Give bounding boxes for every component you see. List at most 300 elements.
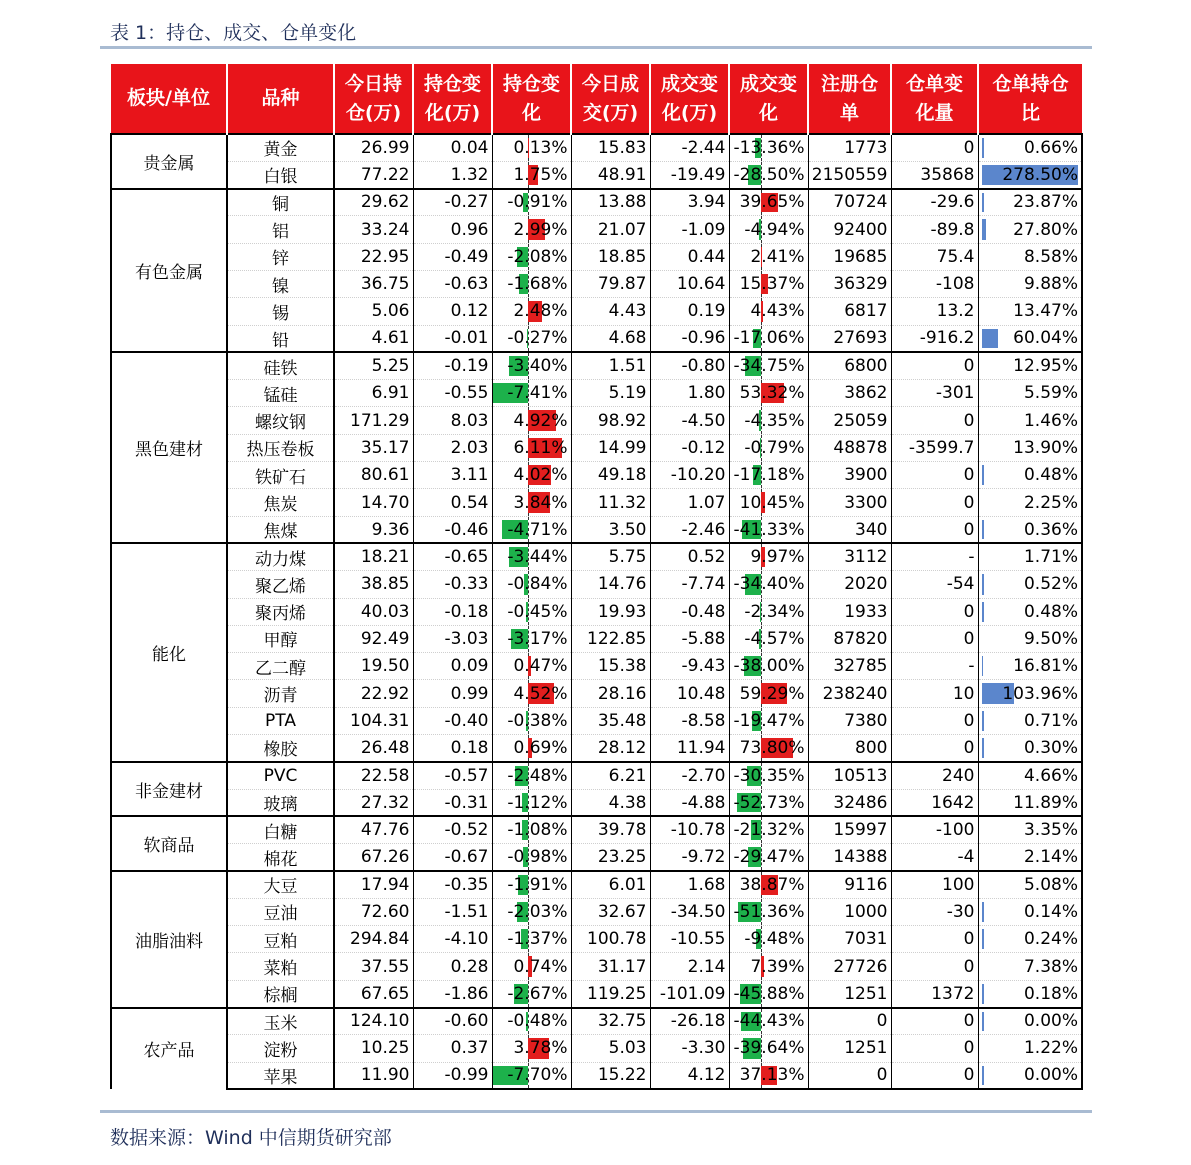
warrants-cell: 27726 [808, 953, 891, 980]
table-row [111, 707, 1082, 734]
pos-change-pct-value: 0.13% [513, 137, 568, 158]
oi-change-cell: -0.31 [413, 789, 492, 816]
warrant-ratio-value: 0.30% [1023, 737, 1078, 758]
vol-change-pct-value: -29.47% [733, 847, 805, 868]
vol-change-pct-value: 15.37% [739, 274, 805, 295]
pos-change-pct-cell [492, 489, 571, 516]
commodity-name: 螺纹钢 [227, 407, 334, 434]
header-label: 持仓变 [423, 72, 481, 95]
header-label: 仓单变 [905, 72, 963, 95]
header-cell [650, 64, 729, 134]
vol-change-pct-cell [729, 871, 808, 898]
oi-change-cell: -0.55 [413, 380, 492, 407]
warrant-ratio-cell [978, 325, 1082, 352]
volume-cell: 13.88 [571, 189, 650, 216]
vol-change-pct-value: -41.33% [733, 519, 805, 540]
warrants-cell: 1251 [808, 1035, 891, 1062]
warrant-change-cell: 100 [891, 871, 978, 898]
pos-change-pct-value: 4.92% [513, 410, 568, 431]
warrant-ratio-bar [982, 520, 984, 540]
warrant-change-cell: 0 [891, 1035, 978, 1062]
vol-change-pct-value: -4.35% [744, 410, 805, 431]
warrant-change-cell: -89.8 [891, 216, 978, 243]
vol-change-pct-value: -19.47% [733, 710, 805, 731]
warrant-change-cell: 0 [891, 625, 978, 652]
category-cell: 油脂油料 [111, 871, 227, 1007]
warrants-cell: 25059 [808, 407, 891, 434]
vol-change-pct-value: 4.43% [750, 301, 805, 322]
pos-change-pct-cell [492, 953, 571, 980]
header-label: 仓单持仓 [992, 72, 1069, 95]
table-row [111, 844, 1082, 871]
warrant-ratio-cell [978, 789, 1082, 816]
data-source: 数据来源：Wind 中信期货研究部 [110, 1127, 392, 1149]
oi-change-cell: 3.11 [413, 462, 492, 489]
warrants-cell: 1773 [808, 134, 891, 161]
warrant-ratio-bar [982, 929, 984, 949]
warrant-change-cell: 0 [891, 926, 978, 953]
pos-change-pct-cell [492, 926, 571, 953]
open-interest-cell: 72.60 [334, 898, 413, 925]
warrant-ratio-cell [978, 871, 1082, 898]
pos-change-pct-cell [492, 434, 571, 461]
oi-change-cell: 0.99 [413, 680, 492, 707]
vol-change-pct-value: -2.34% [744, 601, 805, 622]
vol-change-pct-cell [729, 380, 808, 407]
commodity-name: 黄金 [227, 134, 334, 161]
commodity-name: 铅 [227, 325, 334, 352]
table-row [111, 653, 1082, 680]
warrant-ratio-cell [978, 653, 1082, 680]
volume-cell: 98.92 [571, 407, 650, 434]
warrants-cell: 14388 [808, 844, 891, 871]
category-cell: 贵金属 [111, 134, 227, 189]
table-row [111, 1008, 1082, 1035]
pos-change-pct-cell [492, 789, 571, 816]
open-interest-cell: 38.85 [334, 571, 413, 598]
vol-change-pct-value: 39.65% [739, 192, 805, 213]
warrants-cell: 7380 [808, 707, 891, 734]
commodity-name: 铝 [227, 216, 334, 243]
pos-change-pct-value: -3.44% [507, 547, 568, 568]
volume-change-cell: 1.07 [650, 489, 729, 516]
volume-cell: 11.32 [571, 489, 650, 516]
vol-change-pct-value: 10.45% [739, 492, 805, 513]
commodity-name: 豆粕 [227, 926, 334, 953]
warrant-ratio-cell [978, 516, 1082, 543]
pos-change-pct-value: 3.78% [513, 1038, 568, 1059]
table-row [111, 462, 1082, 489]
table-row [111, 543, 1082, 570]
table-row [111, 489, 1082, 516]
pos-change-pct-value: -1.08% [507, 820, 568, 841]
warrant-ratio-cell [978, 216, 1082, 243]
volume-cell: 14.76 [571, 571, 650, 598]
vol-change-pct-cell [729, 653, 808, 680]
vol-change-pct-cell [729, 735, 808, 762]
open-interest-cell: 4.61 [334, 325, 413, 352]
header-row [111, 64, 1082, 134]
vol-change-pct-value: 53.32% [739, 383, 805, 404]
oi-change-cell: 2.03 [413, 434, 492, 461]
warrant-ratio-cell [978, 1008, 1082, 1035]
volume-change-cell: -0.96 [650, 325, 729, 352]
warrants-cell: 3900 [808, 462, 891, 489]
commodity-name: 聚丙烯 [227, 598, 334, 625]
pos-change-pct-cell [492, 707, 571, 734]
pos-change-pct-value: -0.98% [507, 847, 568, 868]
table-row [111, 243, 1082, 270]
vol-change-pct-cell [729, 953, 808, 980]
warrant-change-cell: 0 [891, 1008, 978, 1035]
warrant-ratio-cell [978, 571, 1082, 598]
oi-change-cell: 0.09 [413, 653, 492, 680]
volume-change-cell: -8.58 [650, 707, 729, 734]
commodity-name: PTA [227, 707, 334, 734]
header-cell [571, 64, 650, 134]
table-row [111, 680, 1082, 707]
warrant-change-cell: 240 [891, 762, 978, 789]
commodity-name: PVC [227, 762, 334, 789]
warrant-change-cell: 13.2 [891, 298, 978, 325]
open-interest-cell: 18.21 [334, 543, 413, 570]
volume-cell: 3.50 [571, 516, 650, 543]
vol-change-pct-value: -44.43% [733, 1011, 805, 1032]
pos-change-pct-cell [492, 871, 571, 898]
pos-change-pct-cell [492, 680, 571, 707]
volume-cell: 6.21 [571, 762, 650, 789]
pos-change-pct-value: -2.03% [507, 901, 568, 922]
volume-cell: 5.19 [571, 380, 650, 407]
vol-change-pct-value: -0.79% [744, 437, 805, 458]
volume-cell: 15.22 [571, 1062, 650, 1089]
open-interest-cell: 35.17 [334, 434, 413, 461]
table-row [111, 516, 1082, 543]
warrant-ratio-cell [978, 598, 1082, 625]
vol-change-pct-value: -34.40% [733, 574, 805, 595]
header-cell [729, 64, 808, 134]
table-row [111, 625, 1082, 652]
table-row [111, 216, 1082, 243]
open-interest-cell: 171.29 [334, 407, 413, 434]
warrants-cell: 0 [808, 1008, 891, 1035]
pos-change-pct-value: -2.08% [507, 246, 568, 267]
vol-change-pct-cell [729, 625, 808, 652]
header-cell [227, 64, 334, 134]
open-interest-cell: 5.25 [334, 352, 413, 379]
open-interest-cell: 27.32 [334, 789, 413, 816]
commodity-name: 锌 [227, 243, 334, 270]
open-interest-cell: 37.55 [334, 953, 413, 980]
pos-change-pct-cell [492, 1062, 571, 1089]
pos-change-pct-cell [492, 407, 571, 434]
vol-change-pct-value: -21.32% [733, 820, 805, 841]
open-interest-cell: 5.06 [334, 298, 413, 325]
pos-change-pct-cell [492, 653, 571, 680]
open-interest-cell: 29.62 [334, 189, 413, 216]
vol-change-pct-cell [729, 1035, 808, 1062]
header-cell [413, 64, 492, 134]
vol-change-pct-value: 9.97% [750, 547, 805, 568]
commodity-name: 乙二醇 [227, 653, 334, 680]
warrants-cell: 1251 [808, 980, 891, 1007]
vol-change-pct-value: -52.73% [733, 792, 805, 813]
oi-change-cell: -0.27 [413, 189, 492, 216]
vol-change-pct-cell [729, 407, 808, 434]
volume-change-cell: -3.30 [650, 1035, 729, 1062]
vol-change-pct-cell [729, 298, 808, 325]
pos-change-pct-value: -0.48% [507, 1011, 568, 1032]
warrant-ratio-value: 5.08% [1023, 874, 1078, 895]
pos-change-pct-cell [492, 598, 571, 625]
vol-change-pct-value: -38.00% [733, 656, 805, 677]
volume-change-cell: -101.09 [650, 980, 729, 1007]
open-interest-cell: 80.61 [334, 462, 413, 489]
warrant-ratio-cell [978, 1062, 1082, 1089]
commodity-name: 白银 [227, 161, 334, 188]
open-interest-cell: 33.24 [334, 216, 413, 243]
pos-change-pct-value: 0.47% [513, 656, 568, 677]
volume-cell: 18.85 [571, 243, 650, 270]
warrants-cell: 27693 [808, 325, 891, 352]
commodity-name: 动力煤 [227, 543, 334, 570]
volume-change-cell: -1.09 [650, 216, 729, 243]
volume-change-cell: -34.50 [650, 898, 729, 925]
oi-change-cell: 8.03 [413, 407, 492, 434]
header-label: 化 [758, 101, 778, 124]
warrants-cell: 9116 [808, 871, 891, 898]
vol-change-pct-cell [729, 161, 808, 188]
header-label: 比 [1020, 101, 1040, 124]
warrant-ratio-bar [982, 902, 984, 922]
volume-change-cell: 10.64 [650, 270, 729, 297]
warrant-ratio-value: 7.38% [1023, 956, 1078, 977]
header-cell [978, 64, 1082, 134]
warrant-ratio-value: 1.46% [1023, 410, 1078, 431]
vol-change-pct-value: -30.35% [733, 765, 805, 786]
open-interest-cell: 36.75 [334, 270, 413, 297]
oi-change-cell: -0.57 [413, 762, 492, 789]
warrant-ratio-cell [978, 625, 1082, 652]
warrant-ratio-cell [978, 270, 1082, 297]
table-row [111, 598, 1082, 625]
pos-change-pct-value: -1.37% [507, 929, 568, 950]
pos-change-pct-cell [492, 243, 571, 270]
vol-change-pct-cell [729, 1008, 808, 1035]
warrant-change-cell: 1372 [891, 980, 978, 1007]
commodity-name: 橡胶 [227, 735, 334, 762]
vol-change-pct-cell [729, 898, 808, 925]
header-label: 板块/单位 [127, 87, 210, 109]
warrant-ratio-bar [982, 193, 985, 213]
pos-change-pct-cell [492, 844, 571, 871]
commodity-name: 甲醇 [227, 625, 334, 652]
warrant-change-cell: - [891, 653, 978, 680]
warrants-cell: 238240 [808, 680, 891, 707]
oi-change-cell: 0.37 [413, 1035, 492, 1062]
warrant-ratio-bar [982, 1012, 984, 1032]
warrant-ratio-cell [978, 816, 1082, 843]
vol-change-pct-cell [729, 243, 808, 270]
vol-change-pct-cell [729, 516, 808, 543]
warrant-ratio-cell [978, 243, 1082, 270]
oi-change-cell: 0.18 [413, 735, 492, 762]
volume-change-cell: -10.55 [650, 926, 729, 953]
vol-change-pct-value: -9.48% [744, 929, 805, 950]
pos-change-pct-cell [492, 270, 571, 297]
volume-change-cell: 1.68 [650, 871, 729, 898]
vol-change-pct-value: 38.87% [739, 874, 805, 895]
pos-change-pct-cell [492, 325, 571, 352]
table-row [111, 270, 1082, 297]
warrant-change-cell: 0 [891, 516, 978, 543]
volume-cell: 122.85 [571, 625, 650, 652]
volume-cell: 28.16 [571, 680, 650, 707]
warrant-change-cell: 0 [891, 407, 978, 434]
vol-change-pct-value: -4.94% [744, 219, 805, 240]
pos-change-pct-value: -7.70% [507, 1065, 568, 1086]
table-row [111, 380, 1082, 407]
open-interest-cell: 294.84 [334, 926, 413, 953]
warrant-ratio-value: 0.24% [1023, 929, 1078, 950]
warrant-change-cell: -100 [891, 816, 978, 843]
volume-cell: 28.12 [571, 735, 650, 762]
warrant-ratio-value: 0.52% [1023, 574, 1078, 595]
volume-cell: 5.03 [571, 1035, 650, 1062]
warrant-ratio-cell [978, 735, 1082, 762]
open-interest-cell: 67.26 [334, 844, 413, 871]
table-row [111, 898, 1082, 925]
oi-change-cell: -4.10 [413, 926, 492, 953]
pos-change-pct-value: -3.17% [507, 628, 568, 649]
vol-change-pct-cell [729, 926, 808, 953]
header-cell [808, 64, 891, 134]
warrant-ratio-cell [978, 434, 1082, 461]
header-label: 交(万) [582, 101, 639, 124]
warrant-ratio-bar [982, 329, 998, 349]
oi-change-cell: -1.51 [413, 898, 492, 925]
commodity-name: 铁矿石 [227, 462, 334, 489]
warrant-ratio-value: 0.66% [1023, 137, 1078, 158]
warrant-change-cell: -4 [891, 844, 978, 871]
table-row [111, 1062, 1082, 1089]
commodity-name: 菜粕 [227, 953, 334, 980]
oi-change-cell: 0.54 [413, 489, 492, 516]
open-interest-cell: 17.94 [334, 871, 413, 898]
category-cell: 能化 [111, 543, 227, 761]
pos-change-pct-value: -0.38% [507, 710, 568, 731]
open-interest-cell: 22.95 [334, 243, 413, 270]
volume-change-cell: -26.18 [650, 1008, 729, 1035]
open-interest-cell: 40.03 [334, 598, 413, 625]
warrants-cell: 48878 [808, 434, 891, 461]
warrant-ratio-cell [978, 407, 1082, 434]
commodity-name: 棉花 [227, 844, 334, 871]
warrant-ratio-bar [982, 711, 984, 731]
pos-change-pct-cell [492, 1035, 571, 1062]
volume-change-cell: 2.14 [650, 953, 729, 980]
warrants-cell: 3300 [808, 489, 891, 516]
warrant-ratio-cell [978, 380, 1082, 407]
warrant-ratio-value: 2.14% [1023, 847, 1078, 868]
warrants-cell: 70724 [808, 189, 891, 216]
vol-change-pct-cell [729, 762, 808, 789]
pos-change-pct-value: 2.99% [513, 219, 568, 240]
pos-change-pct-cell [492, 189, 571, 216]
vol-change-pct-cell [729, 1062, 808, 1089]
pos-change-pct-cell [492, 625, 571, 652]
vol-change-pct-value: -17.18% [733, 465, 805, 486]
vol-change-pct-value: 73.80% [739, 737, 805, 758]
category-cell: 黑色建材 [111, 352, 227, 543]
header-cell [111, 64, 227, 134]
warrant-change-cell: 0 [891, 735, 978, 762]
warrant-ratio-bar [982, 138, 984, 158]
pos-change-pct-cell [492, 735, 571, 762]
warrant-change-cell: 35868 [891, 161, 978, 188]
pos-change-pct-cell [492, 161, 571, 188]
oi-change-cell: -1.86 [413, 980, 492, 1007]
warrant-change-cell: -30 [891, 898, 978, 925]
oi-change-cell: -0.99 [413, 1062, 492, 1089]
open-interest-cell: 14.70 [334, 489, 413, 516]
volume-change-cell: -2.44 [650, 134, 729, 161]
warrants-cell: 1933 [808, 598, 891, 625]
warrant-ratio-bar [982, 574, 984, 594]
warrant-change-cell: 0 [891, 598, 978, 625]
vol-change-pct-cell [729, 844, 808, 871]
commodity-name: 锡 [227, 298, 334, 325]
warrant-change-cell: 0 [891, 1062, 978, 1089]
warrants-cell: 1000 [808, 898, 891, 925]
pos-change-pct-cell [492, 762, 571, 789]
open-interest-cell: 11.90 [334, 1062, 413, 1089]
header-label: 注册仓 [820, 72, 878, 95]
commodity-name: 焦煤 [227, 516, 334, 543]
commodity-name: 聚乙烯 [227, 571, 334, 598]
table-row [111, 980, 1082, 1007]
open-interest-cell: 124.10 [334, 1008, 413, 1035]
table-row [111, 161, 1082, 188]
volume-change-cell: -5.88 [650, 625, 729, 652]
volume-cell: 79.87 [571, 270, 650, 297]
warrants-cell: 2020 [808, 571, 891, 598]
warrant-ratio-cell [978, 762, 1082, 789]
volume-cell: 1.51 [571, 352, 650, 379]
warrants-cell: 32785 [808, 653, 891, 680]
commodity-name: 镍 [227, 270, 334, 297]
volume-cell: 23.25 [571, 844, 650, 871]
header-cell [891, 64, 978, 134]
pos-change-pct-cell [492, 898, 571, 925]
pos-change-pct-cell [492, 543, 571, 570]
table-row [111, 953, 1082, 980]
pos-change-pct-value: 0.74% [513, 956, 568, 977]
warrant-ratio-value: 9.50% [1023, 628, 1078, 649]
open-interest-cell: 104.31 [334, 707, 413, 734]
commodity-name: 铜 [227, 189, 334, 216]
warrant-ratio-value: 1.71% [1023, 547, 1078, 568]
table-row [111, 189, 1082, 216]
warrant-ratio-value: 12.95% [1013, 356, 1078, 377]
table-row [111, 325, 1082, 352]
vol-change-pct-value: -45.88% [733, 983, 805, 1004]
volume-change-cell: 0.19 [650, 298, 729, 325]
warrant-ratio-bar [982, 219, 986, 239]
oi-change-cell: -0.18 [413, 598, 492, 625]
pos-change-pct-value: -2.67% [507, 983, 568, 1004]
warrant-ratio-bar [982, 465, 984, 485]
